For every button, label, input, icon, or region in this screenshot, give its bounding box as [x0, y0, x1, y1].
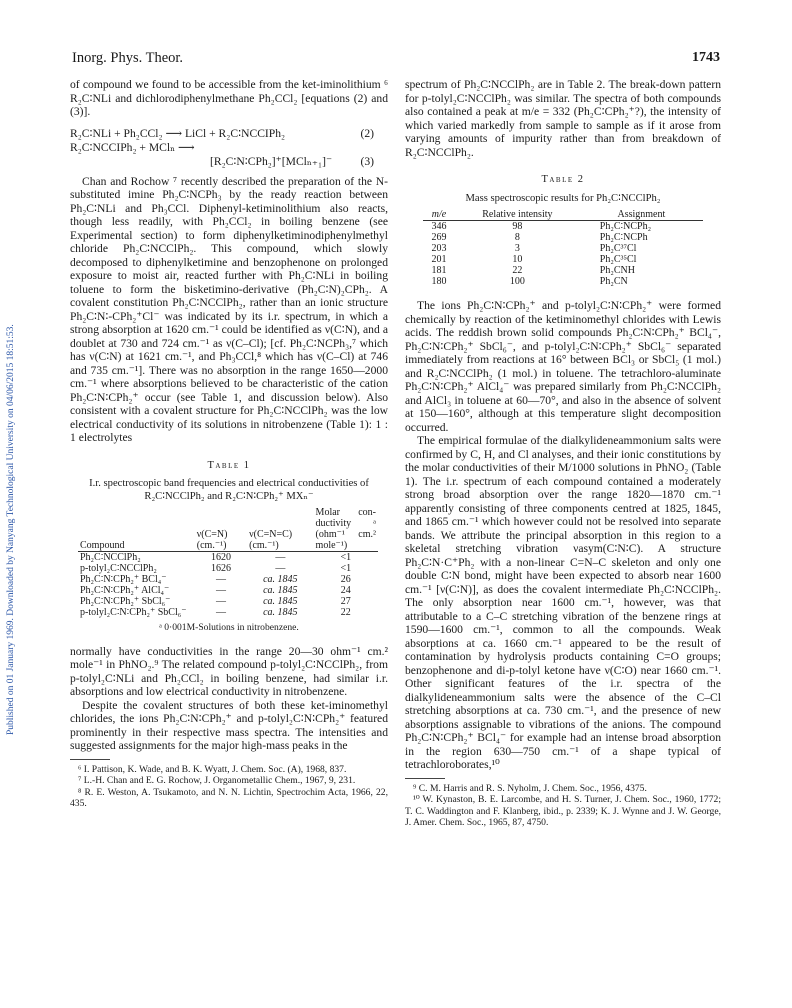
table-cell: 22 [340, 607, 351, 618]
table-2-title: Table 2 [541, 174, 585, 185]
references [405, 783, 721, 829]
paragraph: spectrum of Ph₂C∶NCClPh₂ are in Table 2. The break-down pattern for p-tolyl₂C∶NCClPh₂ was similar. The spectra of both compounds also contained a peak at m/e = 332 (Ph₂C∶CPh₂⁺?), the intensity of which varied markedly from sample to sample as if it arose from varying amounts of impurity rather than from breakdown of R₂C∶NCClPh₂. [405, 78, 721, 159]
equation-block [70, 127, 388, 169]
table-cell: 27 [340, 596, 351, 607]
footnote-divider [405, 778, 445, 779]
table-row [78, 585, 378, 596]
table-2-caption: Mass spectroscopic results for Ph₂C∶NCClPh₂ [465, 192, 661, 204]
table-cell: p-tolyl₂C∶N∶CPh₂⁺ SbCl₆⁻ [80, 607, 187, 618]
page-number: 1743 [692, 50, 720, 65]
reference-item: ¹⁰ W. Kynaston, B. E. Larcombe, and H. S. Turner, J. Chem. Soc., 1960, 1772; T. C. Waddington and F. Klanberg, ibid., p. 2339; K. J. Wynne and J. W. George, J. Amer. Chem. Soc., 1965, 87, 4750. [405, 794, 721, 828]
equation-text: [R₂C∶N∶CPh₂]⁺[MClₙ₊₁]⁻ [210, 154, 333, 168]
table-cell: 3 [514, 243, 520, 254]
paragraph: The ions Ph₂C∶N∶CPh₂⁺ and p-tolyl₂C∶N∶CPh₂⁺ were formed chemically by reaction of the ketiminomethyl chlorides with Lewis acids. The reddish brown solid compounds Ph₂C∶N∶CPh₂⁺ BCl₄⁻, Ph₂C∶N∶CPh₂⁺ SbCl₆⁻, and p-tolyl₂C∶N∶CPh₂⁺ SbCl₆⁻ separated immediately from reactions at 16° between BCl₃ or SbCl₅ (1 mol.) and R₂C∶NCClPh₂ (1 mol.) in toluene. The tetrachloro-aluminate Ph₂C∶N∶CPh₂⁺ AlCl₄⁻ was prepared similarly from Ph₂C∶NCClPh₂ and AlCl₃ in toluene at 60—70°, and also in the absence of solvent at 150—160°, although at this temperature slight decomposition occurred. [405, 299, 721, 434]
column-header: Relative intensity [455, 209, 580, 221]
table-row [78, 552, 378, 564]
column-header: Compound [78, 507, 195, 552]
column-header: ν(C=N=C) (cm.⁻¹) [247, 507, 313, 552]
reference-item: ⁶ I. Pattison, K. Wade, and B. K. Wyatt, J. Chem. Soc. (A), 1968, 837. [78, 763, 347, 775]
table-1-footnote: ᵃ 0·001M-Solutions in nitrobenzene. [159, 622, 299, 633]
table-cell: Ph₂C∶N∶CPh₂⁺ BCl₄⁻ [80, 574, 167, 585]
paragraph: of compound we found to be accessible from the ket-iminolithium ⁶ R₂C∶NLi and dichlorodiphenylmethane Ph₂CCl₂ [equations (2) and (3)]. [70, 78, 388, 118]
paragraph: Despite the covalent structures of both these ket-iminomethyl chlorides, the ions Ph₂C∶N∶CPh₂⁺ and p-tolyl₂C∶N∶CPh₂⁺ featured prominently in their respective mass spectra. The intensities and suggested assignments for the major high-mass peaks in the [70, 698, 388, 752]
references [70, 764, 388, 810]
equation-3-line-2 [70, 155, 388, 169]
table-2 [423, 209, 703, 287]
table-cell: 98 [512, 221, 523, 232]
table-row [78, 596, 378, 607]
table-cell: — [215, 596, 226, 607]
table-cell: Ph₂C³⁵Cl [599, 254, 637, 265]
column-header: Assignment [580, 209, 703, 221]
table-1 [78, 507, 378, 618]
right-column [405, 78, 721, 829]
table-1-caption: I.r. spectroscopic band frequencies and electrical conductivities of R₂C∶NCClPh₂ and R₂C∶N∶CPh₂⁺ MXₙ⁻ [89, 478, 369, 502]
equation-text: R₂C∶NLi + Ph₂CCl₂ ⟶ LiCl + R₂C∶NCCIPh₂ [70, 126, 286, 140]
column-header: m/e [423, 209, 455, 221]
table-row [423, 276, 703, 287]
table-cell: Ph₂C∶N∶CPh₂⁺ SbCl₆⁻ [80, 596, 171, 607]
table-cell: ca. 1845 [263, 585, 298, 596]
reference-item: ⁹ C. M. Harris and R. S. Nyholm, J. Chem. Soc., 1956, 4375. [413, 782, 647, 794]
table-cell: 203 [431, 243, 447, 254]
equation-3-line-1 [70, 141, 388, 155]
table-cell: ca. 1845 [263, 607, 298, 618]
table-cell: <1 [340, 552, 352, 563]
table-1-title: Table 1 [207, 459, 251, 471]
reference-item: ⁸ R. E. Weston, A. Tsukamoto, and N. N. Lichtin, Spectrochim Acta, 1966, 22, 435. [70, 786, 388, 809]
equation-text: R₂C∶NCCIPh₂ + MClₙ ⟶ [70, 140, 195, 154]
table-cell: — [215, 585, 226, 596]
table-header-row [78, 507, 378, 552]
reference-item: ⁷ L.-H. Chan and E. G. Rochow, J. Organometallic Chem., 1967, 9, 231. [78, 775, 356, 786]
table-cell: — [275, 563, 286, 574]
equation-number: (3) [360, 154, 374, 168]
table-row [423, 265, 703, 276]
table-cell: 26 [340, 574, 351, 585]
equation-2 [70, 127, 388, 141]
table-cell: 181 [431, 265, 447, 276]
table-row [78, 607, 378, 618]
left-column [70, 78, 388, 810]
table-row [78, 574, 378, 585]
column-header: Molar con-ductivity ᵃ (ohm⁻¹ cm.² mole⁻¹) [315, 507, 376, 551]
download-watermark: Published on 01 January 1969. Downloaded by Nanyang Technological University on 04/06/2015 18:51:53. [6, 324, 16, 736]
journal-title: Inorg. Phys. Theor. [72, 50, 184, 66]
table-row [423, 221, 703, 233]
table-row [423, 232, 703, 243]
equation-number: (2) [360, 126, 374, 140]
table-cell: ca. 1845 [263, 574, 298, 585]
table-cell: 180 [431, 276, 447, 287]
table-header-row [423, 209, 703, 221]
table-row [423, 254, 703, 265]
table-cell: Ph₂C³⁷Cl [599, 243, 637, 254]
running-head [72, 50, 720, 68]
table-row [78, 563, 378, 574]
footnote-divider [70, 759, 110, 760]
table-cell: <1 [340, 563, 352, 574]
paragraph: normally have conductivities in the range 20—30 ohm⁻¹ cm.² mole⁻¹ in PhNO₂.⁹ The related compound p-tolyl₂C∶NCClPh₂, from p-tolyl₂C∶NLi and Ph₂CCl₂ in boiling benzene, had similar i.r. absorptions and low electrical conductivity in nitrobenzene. [70, 644, 388, 698]
table-cell: Ph₂CN [599, 276, 628, 287]
table-cell: 8 [514, 232, 520, 243]
table-cell: Ph₂C∶NCPh [599, 232, 648, 243]
table-cell: Ph₂C∶NCClPh₂ [80, 552, 141, 563]
table-cell: — [215, 574, 226, 585]
column-header: ν(C=N) (cm.⁻¹) [195, 507, 247, 552]
table-cell: p-tolyl₂C∶NCClPh₂ [80, 563, 157, 574]
table-cell: Ph₂C∶N∶CPh₂⁺ AlCl₄⁻ [80, 585, 170, 596]
paragraph: Chan and Rochow ⁷ recently described the preparation of the N-substituted imine Ph₂C∶NCPh₃ by the ready reaction between Ph₂C∶NLi and Ph₃CCl. Diphenyl-ketiminolithium also reacts, though less readily, with Ph₂CCl₂ in boiling benzene (see Experimental section) to form diphenylketiminodiphenylmethyl chloride Ph₂C∶NCClPh₂. This compound, which slowly decomposed to diphenylketimine and benzophenone on prolonged exposure to moist air, reacted further with Ph₂C∶NLi in boiling toluene to form the bisketimino-derivative (Ph₂C∶N)₂CPh₂. A covalent constitution Ph₂C∶NCClPh₂, rather than an ionic structure Ph₂C∶N∶-CPh₂⁺Cl⁻ was indicated by its i.r. spectrum, in which a strong absorption at 1620 cm.⁻¹ could be identified as ν(C∶N), and a doublet at 730 and 724 cm.⁻¹ as ν(C–Cl); [cf. Ph₂C∶NCPh₃,⁷ which has ν(C∶N) at 1621 cm.⁻¹, and Ph₃CCl,⁸ which has ν(C–Cl) at 746 and 735 cm.⁻¹]. There was no absorption in the range 1650—2000 cm.⁻¹ where absorptions believed to be characteristic of the cation Ph₂C∶N∶CPh₂⁺ occur (see Table 1, and discussion below). Also consistent with a covalent structure for Ph₂C∶NCClPh₂ was the low electrical conductivity of its solutions in nitrobenzene (Table 1): 1 : 1 electrolytes [70, 174, 388, 444]
table-cell: 1620 [210, 552, 231, 563]
table-cell: 269 [431, 232, 447, 243]
table-cell: 100 [509, 276, 525, 287]
paragraph: The empirical formulae of the dialkylideneammonium salts were confirmed by C, H, and Cl analyses, and their ionic constitutions by the molar conductivities of their M/1000 solutions in PhNO₂ (Table 1). The i.r. spectrum of each compound contained a moderately strong broad absorption over the range 1820—1870 cm.⁻¹ apparently consisting of three components centred at 1825, 1845, and 1865 cm.⁻¹ which however could not be resolved into separate bands. We attribute the principal absorption in this region to a skeletal stretching vibration νasym(C∶N∶C). A structure Ph₂C∶N·C⁺Ph₂ with a non-linear C=N–C skeleton and only one double C∶N bond, might have been expected to absorb near 1600 cm.⁻¹ [ν(C∶N)], as does the covalent intermediate Ph₂C∶NCClPh₂. The only absorption near 1600 cm.⁻¹, however, was that attributable to a C–C stretching vibration of the benzene rings at 1590—1600 cm.⁻¹, common to all the compounds. Weak absorptions at ca. 1660 cm.⁻¹ appeared to be the result of contamination by hydrolysis products containing C=O groups; benzophenone and di-p-tolyl ketone have ν(C∶O) near 1660 cm.⁻¹. Other significant features of the i.r. spectra of the dialkylideneammonium salts were the absence of the C–Cl stretching absorptions at ca. 730 cm.⁻¹, and the presence of new absorptions assignable to vibrations of the anions. The compound Ph₂C∶N∶CPh₂⁺ BCl₄⁻ for example had an intense broad absorption in the region 630—750 cm.⁻¹ of a shape typical of tetrachloroborates,¹⁰ [405, 434, 721, 771]
table-cell: — [215, 607, 226, 618]
table-cell: 1626 [210, 563, 231, 574]
table-cell: — [275, 552, 286, 563]
table-cell: 24 [340, 585, 351, 596]
table-cell: Ph₂C∶NCPh₂ [599, 221, 652, 232]
table-cell: 10 [512, 254, 523, 265]
table-cell: 22 [512, 265, 523, 276]
table-cell: Ph₂CNH [599, 265, 635, 276]
table-cell: ca. 1845 [263, 596, 298, 607]
table-row [423, 243, 703, 254]
table-cell: 201 [431, 254, 447, 265]
table-cell: 346 [431, 221, 447, 232]
